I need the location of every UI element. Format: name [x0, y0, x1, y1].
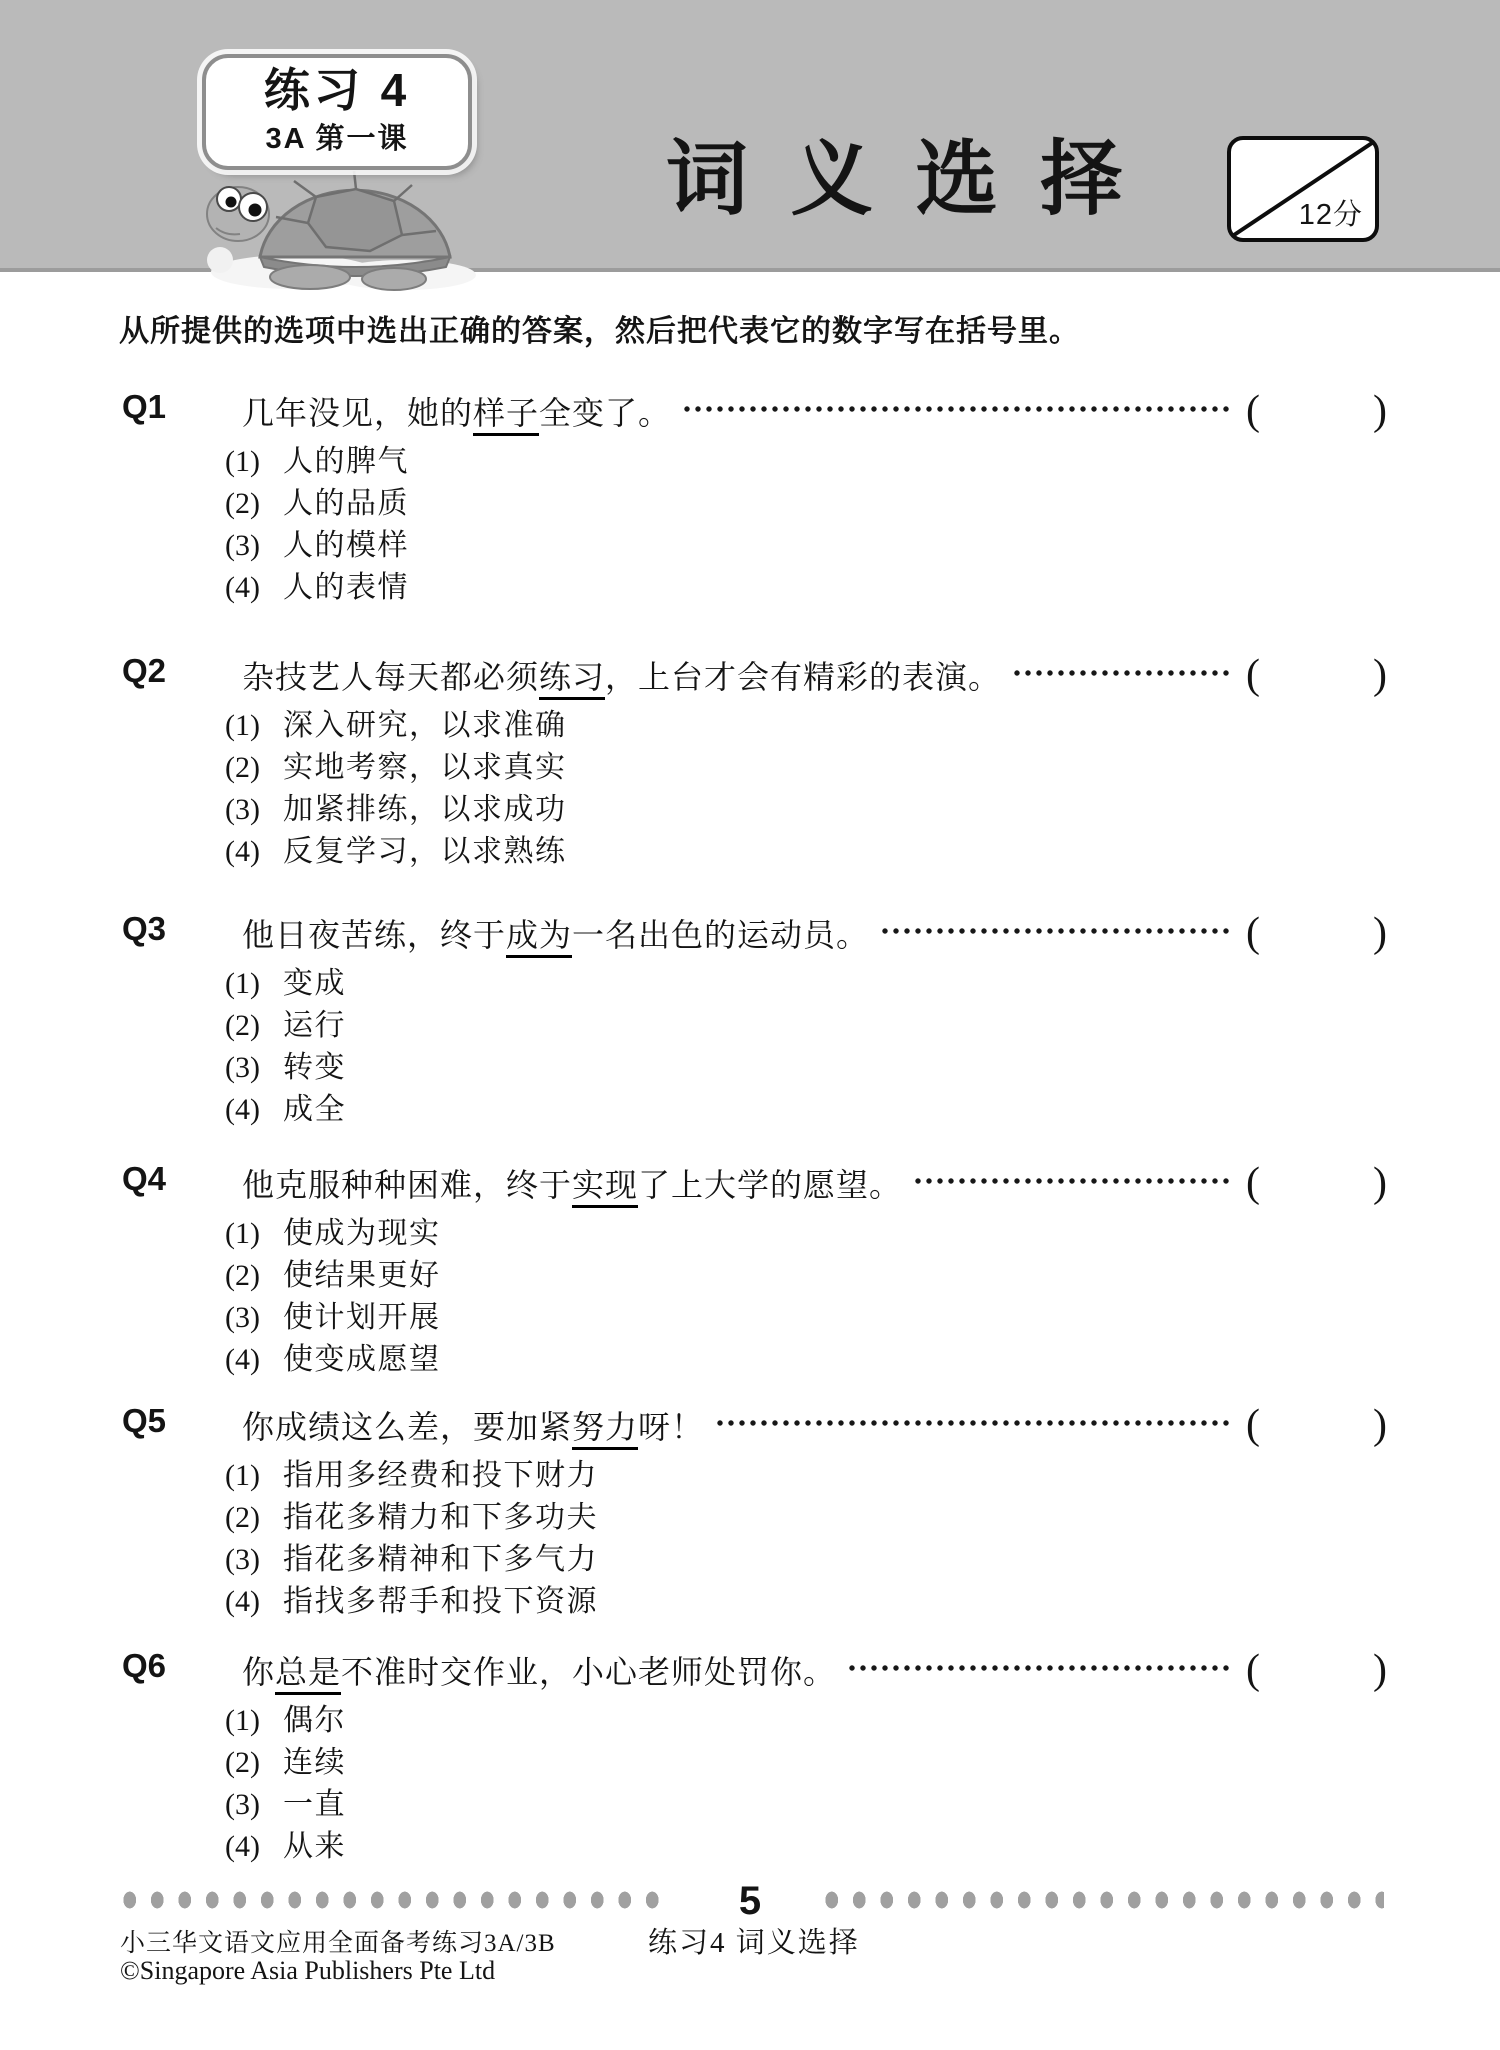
footer-dots-left: [116, 1891, 668, 1909]
option-text: 运行: [283, 1009, 346, 1042]
option-text: 人的脾气: [283, 445, 409, 478]
question-row: [0, 1645, 1500, 1695]
question-row: [0, 650, 1500, 700]
option-row: [225, 1534, 1500, 1576]
question-block-q4: [0, 1158, 1500, 1376]
question-block-q2: [0, 650, 1500, 868]
footer-dots-right: [818, 1891, 1384, 1909]
option-row: [225, 1576, 1500, 1618]
option-row: [225, 1000, 1500, 1042]
question-text-pre: 杂技艺人每天都必须: [242, 659, 540, 695]
option-number: (1): [225, 967, 260, 1000]
option-number: (4): [225, 1585, 260, 1618]
question-row: [0, 1400, 1500, 1450]
option-text: 实地考察，以求真实: [283, 751, 567, 784]
option-row: [225, 1821, 1500, 1863]
option-number: (4): [225, 1830, 260, 1863]
question-text: [242, 910, 869, 956]
score-label: 12分: [1298, 199, 1363, 231]
question-number: Q5: [122, 1402, 167, 1439]
option-text: 使变成愿望: [283, 1343, 441, 1376]
question-block-q6: [0, 1645, 1500, 1863]
option-text: 人的模样: [283, 529, 409, 562]
page-header: [0, 0, 1500, 272]
option-row: [225, 1292, 1500, 1334]
option-text: 一直: [283, 1788, 346, 1821]
question-text-post: 不准时交作业，小心老师处罚你。: [341, 1654, 837, 1690]
underlined-word: 样子: [473, 395, 539, 436]
option-text: 变成: [283, 967, 346, 1000]
option-row: [225, 1695, 1500, 1737]
option-text: 从来: [283, 1830, 346, 1863]
option-text: 连续: [283, 1746, 346, 1779]
bracket-open: (: [1246, 1402, 1261, 1448]
option-row: [225, 1084, 1500, 1126]
dotted-leader: [716, 1419, 1232, 1427]
answer-brackets: [1246, 650, 1388, 700]
option-text: 深入研究，以求准确: [283, 709, 567, 742]
option-number: (3): [225, 793, 260, 826]
option-row: [225, 520, 1500, 562]
question-row: [0, 386, 1500, 436]
option-row: [225, 700, 1500, 742]
option-number: (3): [225, 529, 260, 562]
question-text-pre: 他克服种种困难，终于: [242, 1167, 573, 1203]
option-number: (2): [225, 1501, 260, 1534]
exercise-badge-title: 练习 4: [263, 63, 411, 116]
bracket-open: (: [1246, 388, 1261, 434]
question-block-q5: [0, 1400, 1500, 1618]
underlined-word: 总是: [275, 1654, 341, 1695]
underlined-word: 练习: [539, 659, 605, 700]
question-text: [242, 388, 671, 434]
option-row: [225, 742, 1500, 784]
question-text-pre: 几年没见，她的: [242, 395, 474, 431]
dotted-leader: [881, 927, 1232, 935]
bracket-open: (: [1246, 652, 1261, 698]
question-text-pre: 你: [242, 1654, 276, 1690]
question-row: [0, 908, 1500, 958]
option-number: (1): [225, 1217, 260, 1250]
option-number: (4): [225, 1343, 260, 1376]
option-number: (2): [225, 487, 260, 520]
option-text: 使成为现实: [283, 1217, 441, 1250]
option-text: 指花多精神和下多气力: [283, 1543, 598, 1576]
option-text: 转变: [283, 1051, 346, 1084]
option-text: 使计划开展: [283, 1301, 441, 1334]
option-number: (4): [225, 835, 260, 868]
option-number: (3): [225, 1051, 260, 1084]
question-text-post: ，上台才会有精彩的表演。: [605, 659, 1002, 695]
option-number: (4): [225, 1093, 260, 1126]
score-box: [1227, 136, 1379, 242]
footer-exercise-ref: 练习4 词义选择: [648, 1927, 860, 1959]
question-block-q1: [0, 386, 1500, 604]
option-row: [225, 562, 1500, 604]
question-number: Q1: [122, 388, 167, 425]
dotted-leader: [848, 1664, 1232, 1672]
underlined-word: 努力: [572, 1409, 638, 1450]
bracket-open: (: [1246, 1160, 1261, 1206]
option-number: (2): [225, 1259, 260, 1292]
option-text: 偶尔: [283, 1704, 346, 1737]
option-row: [225, 826, 1500, 868]
option-number: (1): [225, 709, 260, 742]
underlined-word: 成为: [506, 917, 572, 958]
exercise-badge-subtitle: 3A 第一课: [265, 123, 409, 156]
question-text-pre: 你成绩这么差，要加紧: [242, 1409, 573, 1445]
question-text-post: 一名出色的运动员。: [572, 917, 870, 953]
bracket-open: (: [1246, 1647, 1261, 1693]
option-number: (3): [225, 1543, 260, 1576]
answer-brackets: [1246, 386, 1388, 436]
answer-brackets: [1246, 1400, 1388, 1450]
option-text: 人的品质: [283, 487, 409, 520]
question-text-pre: 他日夜苦练，终于: [242, 917, 507, 953]
exercise-badge: [202, 54, 472, 170]
option-row: [225, 784, 1500, 826]
question-text-post: 呀！: [638, 1409, 705, 1445]
option-number: (3): [225, 1788, 260, 1821]
option-row: [225, 1208, 1500, 1250]
option-text: 人的表情: [283, 571, 409, 604]
option-number: (1): [225, 1704, 260, 1737]
option-text: 指找多帮手和投下资源: [283, 1585, 598, 1618]
option-text: 指用多经费和投下财力: [283, 1459, 598, 1492]
question-number: Q6: [122, 1647, 167, 1684]
option-row: [225, 1779, 1500, 1821]
page-number: 5: [738, 1879, 762, 1923]
bracket-close: ): [1373, 910, 1388, 956]
bracket-close: ): [1373, 652, 1388, 698]
dotted-leader: [1013, 669, 1232, 677]
dotted-leader: [683, 405, 1232, 413]
bracket-close: ): [1373, 1402, 1388, 1448]
option-row: [225, 1250, 1500, 1292]
question-block-q3: [0, 908, 1500, 1126]
bracket-close: ): [1373, 388, 1388, 434]
question-text: [242, 1402, 704, 1448]
underlined-word: 实现: [572, 1167, 638, 1208]
option-number: (2): [225, 1746, 260, 1779]
option-text: 使结果更好: [283, 1259, 441, 1292]
option-text: 反复学习，以求熟练: [283, 835, 567, 868]
question-text: [242, 652, 1001, 698]
question-text-post: 全变了。: [539, 395, 672, 431]
option-row: [225, 1334, 1500, 1376]
instruction-text: 从所提供的选项中选出正确的答案，然后把代表它的数字写在括号里。: [119, 315, 1080, 348]
option-row: [225, 436, 1500, 478]
footer-book-title: 小三华文语文应用全面备考练习3A/3B: [120, 1930, 556, 1957]
answer-brackets: [1246, 908, 1388, 958]
option-text: 加紧排练，以求成功: [283, 793, 567, 826]
question-number: Q4: [122, 1160, 167, 1197]
bracket-close: ): [1373, 1160, 1388, 1206]
option-number: (4): [225, 571, 260, 604]
page-title: 词 义 选 择: [666, 134, 1133, 225]
option-number: (1): [225, 1459, 260, 1492]
option-number: (3): [225, 1301, 260, 1334]
option-text: 指花多精力和下多功夫: [283, 1501, 598, 1534]
footer-copyright: ©Singapore Asia Publishers Pte Ltd: [120, 1956, 496, 1985]
question-text: [242, 1160, 902, 1206]
question-number: Q3: [122, 910, 167, 947]
dotted-leader: [914, 1177, 1232, 1185]
option-row: [225, 478, 1500, 520]
question-text: [242, 1647, 836, 1693]
option-number: (1): [225, 445, 260, 478]
option-row: [225, 1492, 1500, 1534]
question-row: [0, 1158, 1500, 1208]
option-number: (2): [225, 1009, 260, 1042]
option-row: [225, 1042, 1500, 1084]
option-row: [225, 958, 1500, 1000]
question-text-post: 了上大学的愿望。: [638, 1167, 903, 1203]
answer-brackets: [1246, 1158, 1388, 1208]
option-row: [225, 1450, 1500, 1492]
option-row: [225, 1737, 1500, 1779]
question-number: Q2: [122, 652, 167, 689]
answer-brackets: [1246, 1645, 1388, 1695]
bracket-open: (: [1246, 910, 1261, 956]
option-number: (2): [225, 751, 260, 784]
bracket-close: ): [1373, 1647, 1388, 1693]
option-text: 成全: [283, 1093, 346, 1126]
